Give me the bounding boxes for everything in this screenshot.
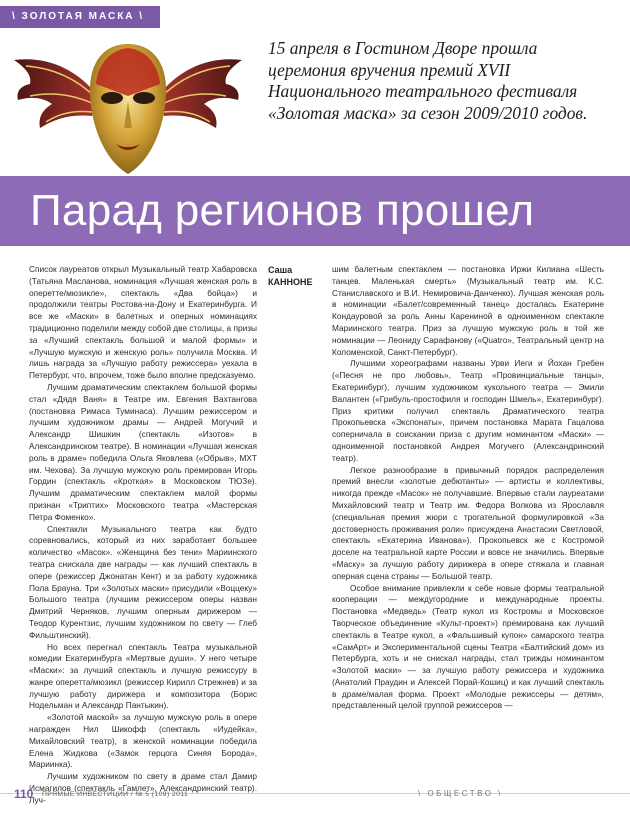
paragraph: Спектакли Музыкального театра как будто соревновались, который из них заработает большее количество «Масок». «Женщина без тени» Мариинского театра снискала две награды — как лучший спектакль в опере (режиссер Джонатан Кент) и за работу художника Пола Брауна. Три «Золотых маски» присудили «Воццеку» Большого театра (лучшим режиссером оперы назван Дмитрий Черняков, лучшим оперным дирижером — Теодор Курентзис, лучшим художником по свету — Глеб Фильштинский).: [29, 523, 257, 640]
article-column-2: [332, 264, 604, 712]
section-tag: \ ЗОЛОТАЯ МАСКА \: [0, 6, 160, 28]
author-byline: [268, 264, 328, 288]
intro-lead: 15 апреля в Гостином Дворе прошла церемония вручения премий XVII Национального театрального фестиваля «Золотая маска» за сезон 2009/2010 годов.: [268, 38, 588, 123]
paragraph: Лучшим художником по свету в драме стал Дамир Исмагилов (спектакль «Гамлет», Александринский театр). Луч-: [29, 771, 257, 805]
article-column-1: [29, 264, 257, 807]
paragraph: Лучшими хореографами названы Урви Иеги и Йохан Гребен («Песня не про любовь», Театр «Провинциальные танцы», Екатеринбург), лучшим художником кукольного театра — Эмили Валантен («Грибуль-простофиля и господин Шмель», Екатеринбург). Приз критики получил спектакль Драматического театра Прокопьевска «Экспонаты», причем постановка Марата Гацалова соперничала в соискании приза с другим номинантом «Маски» — одноименной постановкой Андрея Могучего (Александринский театр).: [332, 358, 604, 463]
right-wing: [158, 59, 242, 128]
paragraph: Особое внимание привлекли к себе новые формы театральной кооперации — междугородние и международные проекты. Постановка «Медведь» (Театр кукол из Костромы и Московское Творческое объединение «Культ-проект») премирована как лучший спектакль в Театре кукол, а «Фальшивый купон» самарского театра «СамАрт» и Экспериментальной сцены Театра «Балтийский дом» из Петербурга, хоть и не снискал награды, стал трижды номинантом «Золотой маски» — за лучшую работу режиссера и художника (Анатолий Праудин и Алексей Порай-Кошиц) и как лучший спектакль в драме/малая форма. Проект «Молодые режиссеры — детям», представленный целой группой режиссеров —: [332, 582, 604, 711]
left-wing: [14, 59, 98, 128]
paragraph: шим балетным спектаклем — постановка Иржи Килиана «Шесть танцев. Маленькая смерть» (Музыкальный театр им. К.С. Станиславского и В.И. Немировича-Данченко). Лучшая женская роль в номинации «Балет/современный танец» досталась Екатерине Кондауровой за роль Анны Карениной в одноименном спектакле Мариинского театра. Приз за лучшую мужскую роль в той же номинации — Леониду Сарафанову («Quatro», Театральный центр на Коломенской, Санкт-Петербург).: [332, 264, 604, 357]
page-number: 110: [14, 787, 34, 801]
publication-info: ПРЯМЫЕ ИНВЕСТИЦИИ / № 5 (109) 2011: [42, 791, 189, 798]
paragraph: Лучшим драматическим спектаклем большой формы стал «Дядя Ваня» в Театре им. Евгения Вахтангова (постановка Римаса Туминаса). Лучшим режиссером и лучшим художником драмы — Андрей Могучий и Александр Шишкин (спектакль «Изотов» в Александринском театре). В номинации «Лучшая женская роль в драме» победила Ольга Яковлева («Обрыв», МХТ им. Чехова). За лучшую мужскую роль премирован Игорь Гордин (спектакль «Кроткая» в Московском ТЮЗе). Лучшим драматическим спектаклем малой формы признан «Триптих» Московского театра «Мастерская Петра Фоменко».: [29, 381, 257, 522]
headline: Парад регионов прошел: [30, 186, 535, 235]
paragraph: Но всех перегнал спектакль Театра музыкальной комедии Екатеринбурга «Мертвые души». У него четыре «Маски»: за лучший спектакль и лучшую режиссуру в жанре оперетта/мюзикл (режиссер Кирилл Стрежнев) и за лучшую работу дирижера и композитора (Борис Нодельман и Александр Пантыкин).: [29, 641, 257, 711]
footer-section-tag: \ ОБЩЕСТВО \: [418, 789, 503, 798]
paragraph: Легкое разнообразие в привычный порядок распределения премий внесли «золотые дебютанты» — артисты и коллективы, никогда прежде «Масок» не получавшие. Впервые стали лауреатами Михайловский театр и Театр им. Федора Волкова из Ярославля (специальная премия жюри с трогательной формулировкой «За достоверность проживания роли» присуждена Анастасии Светловой, спектакль «Екатерина Иванова»). Прокопьевск же с Костромой доселе на театральной карте России и вовсе не значились. Впервые «Маску» за лучшую работу дирижера в опере стяжала и главная оперная сцена страны — Большой театр.: [332, 464, 604, 581]
paragraph: «Золотой маской» за лучшую мужскую роль в опере награжден Нил Шикофф (спектакль «Иудейка», Михайловский театр), в женской номинации победила Елена Жидкова («Замок герцога Синяя Борода», Мариинка).: [29, 712, 257, 770]
paragraph: Список лауреатов открыл Музыкальный театр Хабаровска (Татьяна Масланова, номинация «Лучшая женская роль в оперетте/мюзикле», спектакль «Два бойца») и продолжили театры Ростова-на-Дону и Екатеринбурга. И все же «Маски» в балетных и оперных номинациях традиционно поделили между собой две столицы, а призы за «Лучший спектакль большой и малой формы» и «Лучшую мужскую и женскую роль» получила Москва. И лишь награда за «Лучшую работу режиссера» уехала в Петербург, что, впрочем, тоже было вполне предсказуемо.: [29, 264, 257, 381]
mask-face: [90, 44, 166, 174]
author-last-name: КАННОНЕ: [268, 277, 313, 287]
author-first-name: Саша: [268, 265, 293, 275]
carnival-mask-image: [6, 38, 250, 180]
